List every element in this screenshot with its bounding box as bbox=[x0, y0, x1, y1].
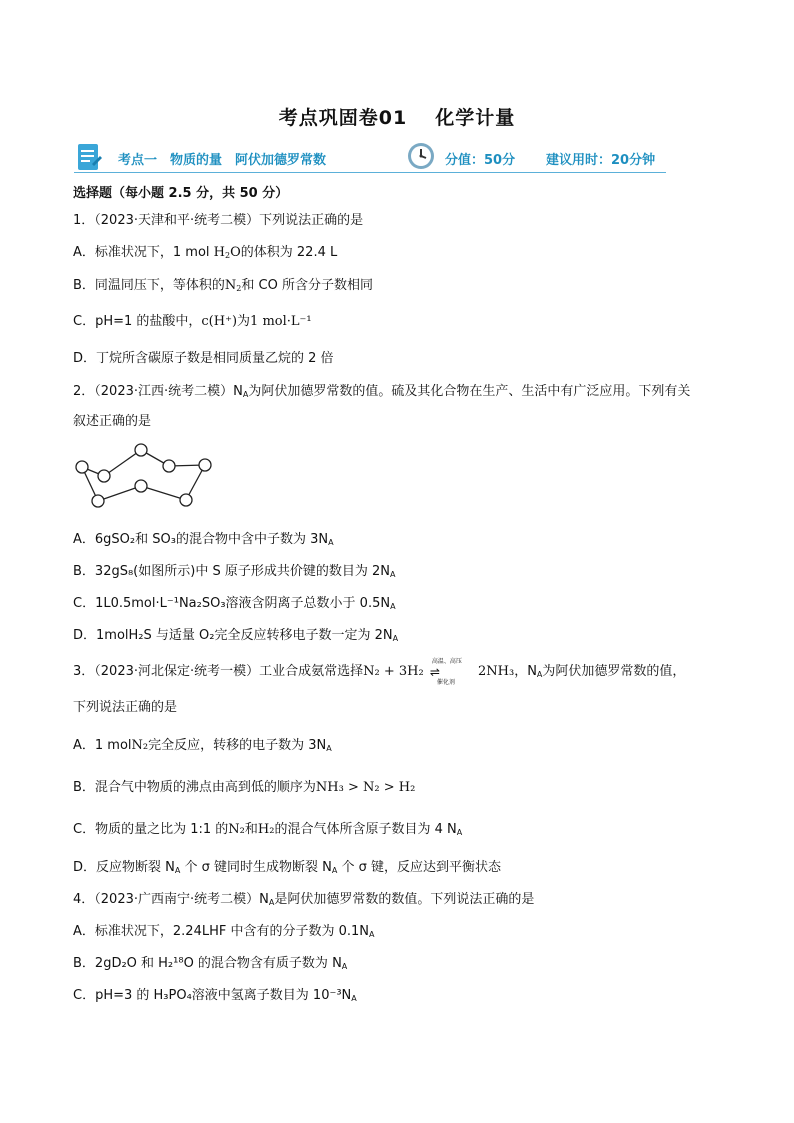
equilibrium-arrow: 高温、高压 ⇌ 催化剂 bbox=[429, 657, 462, 686]
sulfur-atom bbox=[199, 459, 211, 471]
q4-option-c: C．pH=3 的 H₃PO₄溶液中氢离子数目为 $10^{-3}N_A$ bbox=[73, 988, 357, 1003]
q2-option-c: C．1L0.5mol·L⁻¹Na₂SO₃溶液含阴离子总数小于 $0.5N_A$ bbox=[73, 596, 396, 611]
q1-option-c: C．pH=1 的盐酸中，c(H⁺)为1 mol·L⁻¹ bbox=[73, 314, 312, 329]
q1-option-b: B．同温同压下，等体积的$N_2$和 CO 所含分子数相同 bbox=[73, 278, 373, 293]
sulfur-atom bbox=[98, 470, 110, 482]
q2-option-d: D．1molH₂S 与适量 O₂完全反应转移电子数一定为 $2N_A$ bbox=[73, 628, 399, 643]
q2-stem-line2: 叙述正确的是 bbox=[73, 414, 152, 429]
sulfur-atom bbox=[135, 444, 147, 456]
q3-option-a: A．1 molN₂完全反应，转移的电子数为 $3N_A$ bbox=[73, 738, 332, 753]
sulfur-atom bbox=[180, 494, 192, 506]
q1-stem: 1．（2023·天津和平·统考二模）下列说法正确的是 bbox=[73, 213, 364, 228]
topic-label: 考点一 物质的量 阿伏加德罗常数 bbox=[118, 153, 327, 168]
score-label: 分值：50分 bbox=[445, 153, 516, 168]
sulfur-atom bbox=[135, 480, 147, 492]
header-rule bbox=[74, 172, 666, 173]
reversible-arrow-icon: ⇌ bbox=[429, 664, 438, 679]
page-title bbox=[0, 103, 794, 130]
sulfur-atom bbox=[163, 460, 175, 472]
notebook-icon bbox=[76, 142, 102, 172]
section-heading: 选择题（每小题 2.5 分，共 50 分） bbox=[73, 186, 289, 201]
sulfur-atom bbox=[92, 495, 104, 507]
q2-stem: 2．（2023·江西·统考二模）$N_A$为阿伏加德罗常数的值。硫及其化合物在生产、生活中有广泛应用。下列有关 bbox=[73, 384, 691, 399]
q1-option-a: A．标准状况下，1 mol $H_2O$的体积为 22.4 L bbox=[73, 245, 338, 260]
q4-stem: 4．（2023·广西南宁·统考二模）$N_A$是阿伏加德罗常数的数值。下列说法正确的是 bbox=[73, 892, 535, 907]
time-label: 建议用时：20分钟 bbox=[546, 153, 656, 168]
topic-header bbox=[74, 141, 666, 173]
q4-option-b: B．2gD₂O 和 H₂¹⁸O 的混合物含有质子数为 $N_A$ bbox=[73, 956, 348, 971]
q3-option-c: C．物质的量之比为 1:1 的N₂和H₂的混合气体所含原子数目为 4 $N_A$ bbox=[73, 822, 463, 837]
q3-option-b: B．混合气中物质的沸点由高到低的顺序为NH₃ > N₂ > H₂ bbox=[73, 780, 416, 795]
s8-molecule-diagram bbox=[70, 440, 220, 515]
title-part1: 考点巩固卷01 bbox=[278, 107, 408, 129]
q3-stem-line2: 下列说法正确的是 bbox=[73, 700, 178, 715]
q4-option-a: A．标准状况下，2.24LHF 中含有的分子数为 $0.1N_A$ bbox=[73, 924, 375, 939]
q3-option-d: D．反应物断裂 $N_A$ 个 σ 键同时生成物断裂 $N_A$ 个 σ 键，反应达到平衡状态 bbox=[73, 860, 501, 875]
clock-icon bbox=[406, 141, 436, 171]
q1-option-d: D．丁烷所含碳原子数是相同质量乙烷的 2 倍 bbox=[73, 351, 334, 366]
sulfur-atom bbox=[76, 461, 88, 473]
title-part2: 化学计量 bbox=[435, 107, 516, 129]
q2-option-a: A．6gSO₂和 SO₃的混合物中含中子数为 $3N_A$ bbox=[73, 532, 334, 547]
q2-option-b: B．32gS₈(如图所示)中 S 原子形成共价键的数目为 $2N_A$ bbox=[73, 564, 396, 579]
q3-stem: 3．（2023·河北保定·统考一模）工业合成氨常选择N₂ + 3H₂ 高温、高压 ⇌ 催化剂 2NH₃，$N_A$为阿伏加德罗常数的值， bbox=[73, 657, 686, 686]
